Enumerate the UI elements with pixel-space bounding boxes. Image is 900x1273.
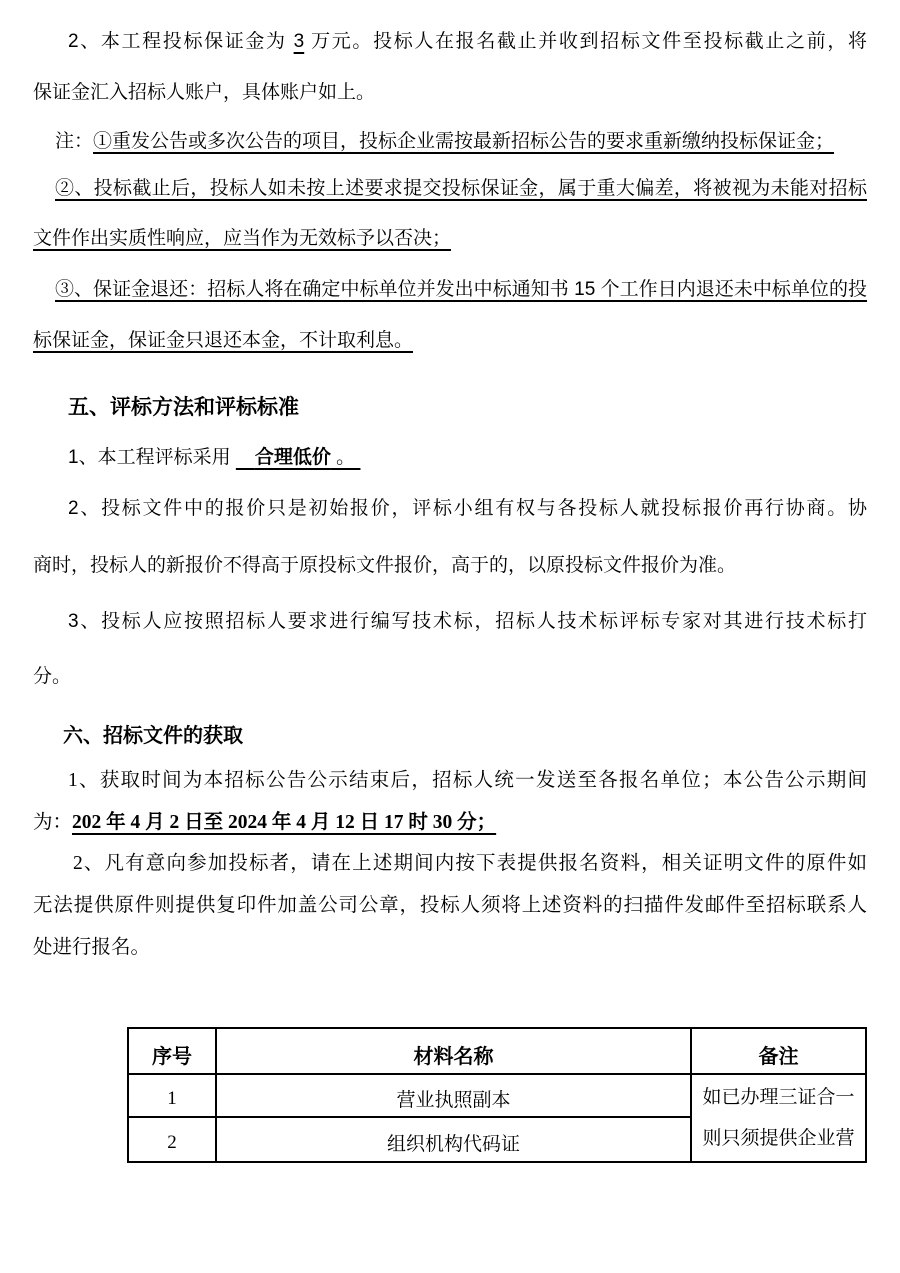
text-line: [33, 164, 867, 214]
paragraph-note-3: [33, 264, 867, 366]
section-heading-evaluation: [33, 382, 867, 433]
text-segment: 3: [293, 31, 305, 52]
paragraph-registration: [33, 843, 867, 969]
table-header-row: [128, 1028, 866, 1074]
text-segment: 。: [330, 447, 361, 468]
text-segment: 六、招标文件的获取: [63, 725, 243, 747]
paragraph-obtain-time: [33, 760, 867, 844]
cell-material: 营业执照副本: [216, 1074, 691, 1117]
paragraph-eval-method: [33, 432, 867, 483]
paragraph-eval-technical: [33, 594, 867, 704]
text-line: [33, 843, 867, 885]
text-segment: 分。: [33, 666, 72, 687]
text-segment: 2、本工程投标保证金为: [68, 31, 294, 52]
text-line: [33, 802, 867, 844]
text-line: [33, 649, 867, 704]
text-segment: 注：: [55, 131, 94, 152]
paragraph-bid-deposit: [33, 16, 867, 118]
paragraph-eval-negotiation: [33, 480, 867, 594]
text-line: [33, 315, 867, 366]
text-line: [33, 760, 867, 802]
cell-no: 2: [128, 1117, 216, 1162]
text-segment: 2、凡有意向参加投标者，请在上述期间内按下表提供报名资料，相关证明文件的原件如: [73, 853, 867, 874]
text-segment: ③、保证金退还：招标人将在确定中标单位并发出中标通知书 15 个工作日内退还未中标单位的投: [55, 279, 867, 300]
text-segment: 万元。投标人在报名截止并收到招标文件至投标截止之前，将: [304, 31, 867, 52]
text-line: [33, 67, 867, 118]
text-segment: [236, 447, 255, 468]
text-line: [33, 594, 867, 649]
text-segment: 无法提供原件则提供复印件加盖公司公章，投标人须将上述资料的扫描件发邮件至招标联系人: [33, 895, 867, 916]
text-segment: 保证金汇入招标人账户，具体账户如上。: [33, 82, 376, 103]
materials-table: [127, 1027, 867, 1163]
text-line: [33, 214, 867, 264]
text-segment: 202 年 4 月 2 日至 2024 年 4 月 12 日 17 时 30 分；: [72, 812, 497, 833]
text-line: [33, 885, 867, 927]
text-segment: 文件作出实质性响应，应当作为无效标予以否决；: [33, 228, 452, 249]
header-cell-remark: 备注: [691, 1028, 866, 1074]
text-segment: 处进行报名。: [33, 937, 151, 958]
text-segment: 合理低价: [254, 447, 331, 468]
text-line: [33, 264, 867, 315]
paragraph-note-2: [33, 164, 867, 264]
text-segment: 五、评标方法和评标标准: [68, 396, 299, 419]
section-heading-obtain: [33, 714, 867, 758]
text-segment: 3、投标人应按照招标人要求进行编写技术标，招标人技术标评标专家对其进行技术标打: [68, 611, 867, 632]
text-segment: 1、获取时间为本招标公告公示结束后，招标人统一发送至各报名单位；本公告公示期间: [68, 770, 867, 791]
cell-remark-merged: [691, 1074, 866, 1162]
remark-line: 则只须提供企业营: [702, 1128, 855, 1149]
text-line: [33, 116, 867, 167]
text-segment: 商时，投标人的新报价不得高于原投标文件报价，高于的，以原投标文件报价为准。: [33, 555, 737, 576]
text-line: [33, 537, 867, 594]
text-line: [33, 382, 867, 433]
cell-material: 组织机构代码证: [216, 1117, 691, 1162]
text-line: [33, 16, 867, 67]
text-line: [33, 714, 867, 758]
header-cell-no: 序号: [128, 1028, 216, 1074]
text-line: [33, 927, 867, 969]
remark-line: 如已办理三证合一: [702, 1087, 855, 1108]
text-line: [33, 480, 867, 537]
text-segment: ②、投标截止后，投标人如未按上述要求提交投标保证金，属于重大偏差，将被视为未能对招标: [55, 178, 867, 199]
table-row: [128, 1074, 866, 1117]
text-line: [33, 432, 867, 483]
paragraph-note-1: [33, 116, 867, 167]
text-segment: 2、投标文件中的报价只是初始报价，评标小组有权与各投标人就投标报价再行协商。协: [68, 498, 867, 519]
header-cell-material: 材料名称: [216, 1028, 691, 1074]
document-content: [0, 16, 900, 1163]
text-segment: ①重发公告或多次公告的项目，投标企业需按最新招标公告的要求重新缴纳投标保证金；: [93, 131, 835, 152]
text-segment: 1、本工程评标采用: [68, 447, 236, 468]
cell-no: 1: [128, 1074, 216, 1117]
text-segment: 为：: [33, 812, 73, 833]
text-segment: 标保证金，保证金只退还本金，不计取利息。: [33, 330, 414, 351]
